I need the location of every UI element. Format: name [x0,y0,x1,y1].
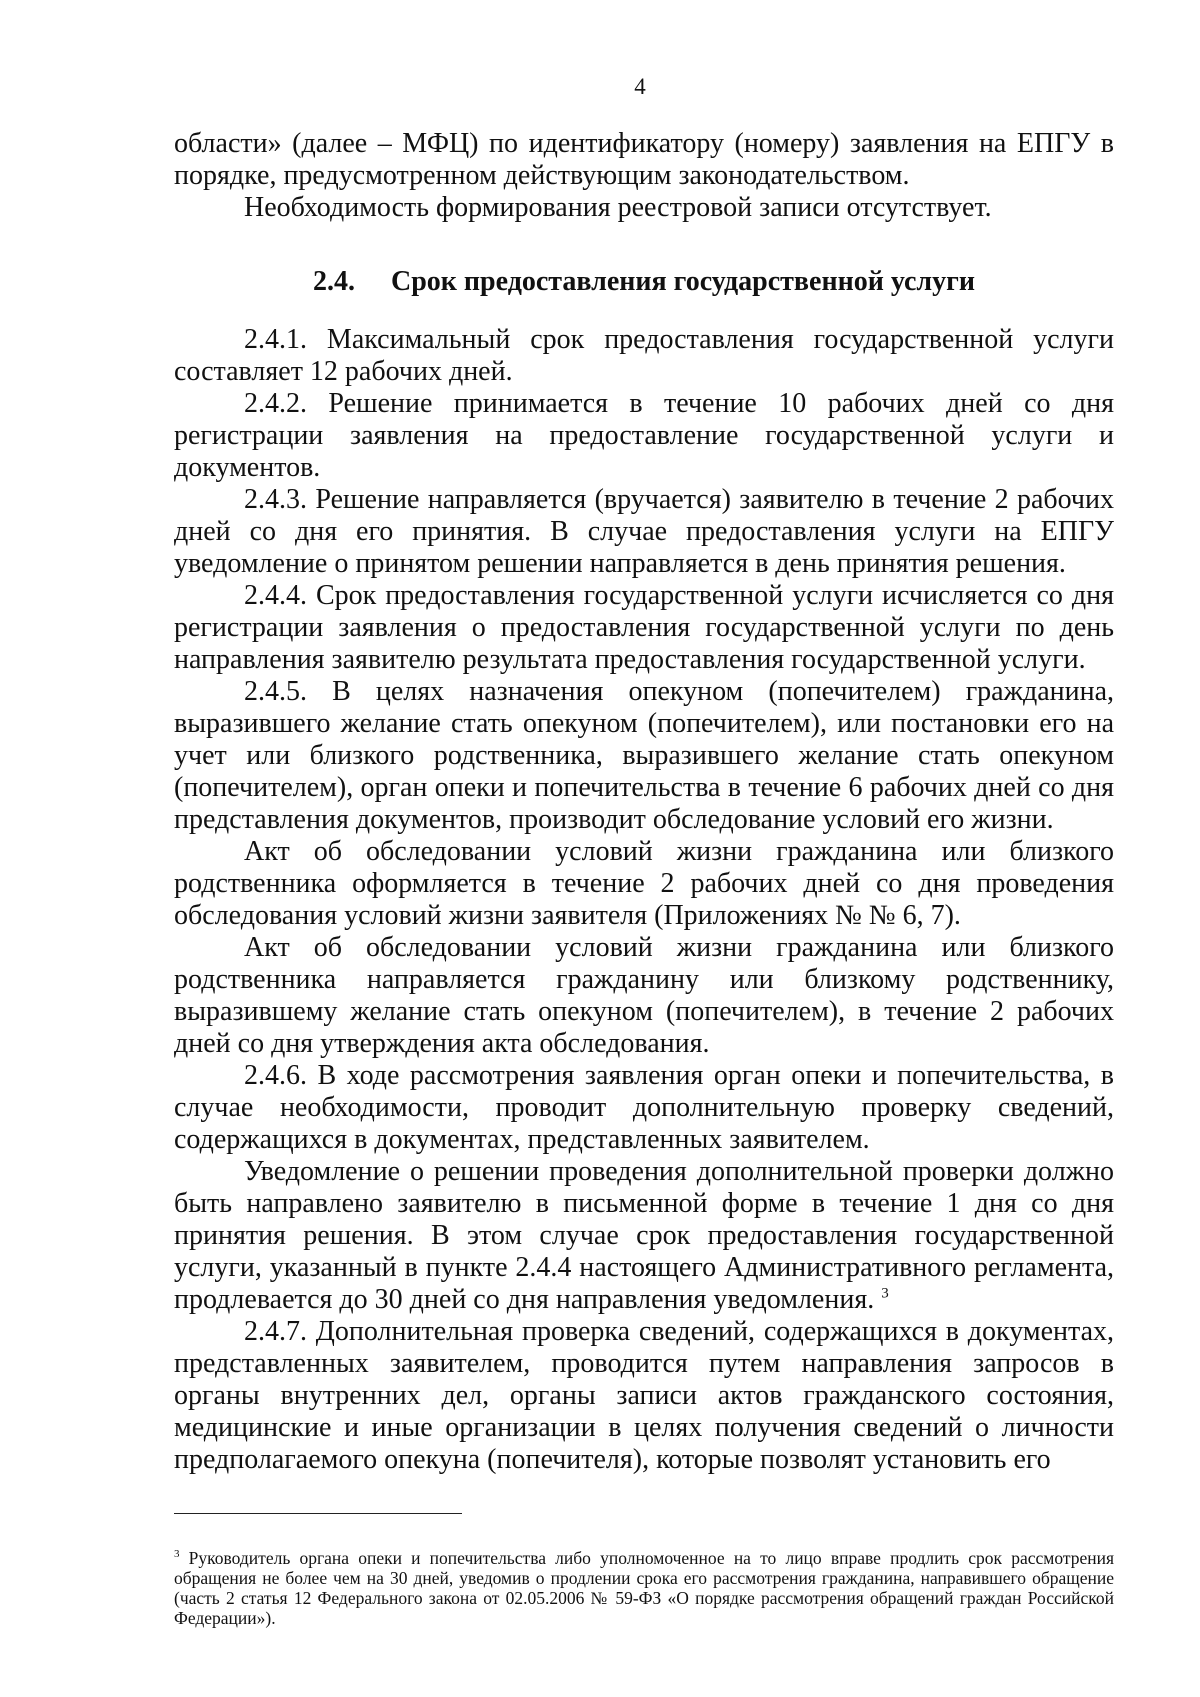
footnote-reference[interactable]: 3 [881,1285,889,1302]
paragraph-2-4-2: 2.4.2. Решение принимается в течение 10 рабочих дней со дня регистрации заявления на предоставление государственной услуги и документов. [174,388,1114,483]
paragraph-2-4-3: 2.4.3. Решение направляется (вручается) заявителю в течение 2 рабочих дней со дня его принятия. В случае предоставления услуги на ЕПГУ уведомление о принятом решении направляется в день принятия решения. [174,484,1114,579]
section-title: Срок предоставления государственной услуги [391,266,975,297]
paragraph-2-4-6: 2.4.6. В ходе рассмотрения заявления орган опеки и попечительства, в случае необходимости, проводит дополнительную проверку сведений, содержащихся в документах, представленных заявителем. [174,1060,1114,1155]
paragraph-registry-note: Необходимость формирования реестровой записи отсутствует. [244,192,992,223]
page-number: 4 [634,74,646,99]
section-number: 2.4. [313,266,355,297]
footnote-text: Руководитель органа опеки и попечительства либо уполномоченное на то лицо вправе продлить срок рассмотрения обращения не более чем на 30 дней, уведомив о продлении срока его рассмотрения гражданина, направившего обращение (часть 2 статья 12 Федерального закона от 02.05.2006 № 59-ФЗ «О порядке рассмотрения обращений граждан Российской Федерации»). [174,1547,1114,1628]
notification-text: Уведомление о решении проведения дополнительной проверки должно быть направлено заявителю в письменной форме в течение 1 дня со дня принятия решения. В этом случае срок предоставления государственной услуги, указанный в пункте 2.4.4 настоящего Административного регламента, продлевается до 30 дней со дня направления уведомления. [174,1156,1114,1315]
footnote-separator [174,1513,462,1514]
paragraph-act-formation: Акт об обследовании условий жизни гражданина или близкого родственника оформляется в течение 2 рабочих дней со дня проведения обследования условий жизни заявителя (Приложениях № № 6, 7). [174,836,1114,931]
paragraph-continuation: области» (далее – МФЦ) по идентификатору (номеру) заявления на ЕПГУ в порядке, предусмотренном действующим законодательством. [174,128,1114,191]
paragraph-2-4-7: 2.4.7. Дополнительная проверка сведений, содержащихся в документах, представленных заявителем, проводится путем направления запросов в органы внутренних дел, органы записи актов гражданского состояния, медицинские и иные организации в целях получения сведений о личности предполагаемого опекуна (попечителя), которые позволят установить его [174,1316,1114,1475]
paragraph-act-sending: Акт об обследовании условий жизни гражданина или близкого родственника направляется гражданину или близкому родственнику, выразившему желание стать опекуном (попечителем), в течение 2 рабочих дней со дня утверждения акта обследования. [174,932,1114,1059]
paragraph-notification [174,1156,1114,1316]
document-body [174,128,1114,1476]
section-heading [174,266,1114,298]
footnote-marker: 3 [174,1547,180,1560]
paragraph-2-4-4: 2.4.4. Срок предоставления государственной услуги исчисляется со дня регистрации заявления о предоставления государственной услуги по день направления заявителю результата предоставления государственной услуги. [174,580,1114,675]
paragraph-2-4-5: 2.4.5. В целях назначения опекуном (попечителем) гражданина, выразившего желание стать опекуном (попечителем), или постановки его на учет или близкого родственника, выразившего желание стать опекуном (попечителем), орган опеки и попечительства в течение 6 рабочих дней со дня представления документов, производит обследование условий его жизни. [174,676,1114,835]
footnote [174,1548,1114,1628]
paragraph-2-4-1: 2.4.1. Максимальный срок предоставления государственной услуги составляет 12 рабочих дней. [174,324,1114,387]
